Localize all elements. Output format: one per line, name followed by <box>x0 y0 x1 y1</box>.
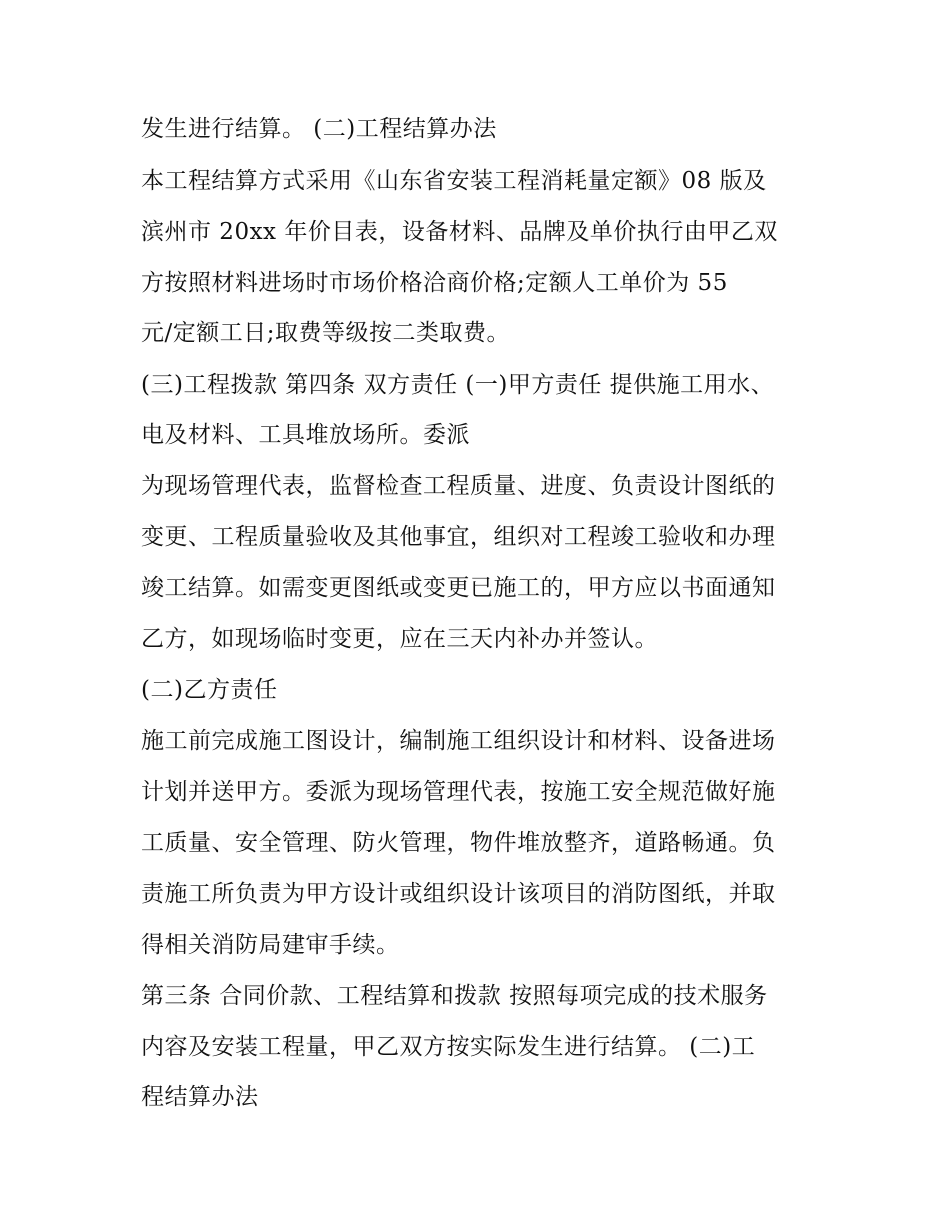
text-line: (二)乙方责任 <box>141 677 278 703</box>
text-line: 变更、工程质量验收及其他事宜，组织对工程竣工验收和办理 <box>141 524 776 550</box>
text-line: 元/定额工日;取费等级按二类取费。 <box>141 320 510 346</box>
text-line: 滨州市 20xx 年价目表，设备材料、品牌及单价执行由甲乙双 <box>141 219 778 245</box>
text-line: 竣工结算。如需变更图纸或变更已施工的，甲方应以书面通知 <box>141 575 776 601</box>
text-line: 方按照材料进场时市场价格洽商价格;定额人工单价为 55 <box>141 270 728 296</box>
text-line: 得相关消防局建审手续。 <box>141 932 400 958</box>
text-line: 发生进行结算。 (二)工程结算办法 <box>141 116 497 142</box>
text-line: 施工前完成施工图设计，编制施工组织设计和材料、设备进场 <box>141 728 776 754</box>
text-line: 本工程结算方式采用《山东省安装工程消耗量定额》08 版及 <box>141 168 767 194</box>
text-line: 责施工所负责为甲方设计或组织设计该项目的消防图纸，并取 <box>141 881 776 907</box>
text-line: 乙方，如现场临时变更，应在三天内补办并签认。 <box>141 626 658 652</box>
text-line: 为现场管理代表，监督检查工程质量、进度、负责设计图纸的 <box>141 473 776 499</box>
text-line: 计划并送甲方。委派为现场管理代表，按施工安全规范做好施 <box>141 779 776 805</box>
text-line: 内容及安装工程量，甲乙双方按实际发生进行结算。 (二)工 <box>141 1034 756 1060</box>
text-line: 第三条 合同价款、工程结算和拨款 按照每项完成的技术服务 <box>141 983 768 1009</box>
text-line: 程结算办法 <box>141 1084 259 1110</box>
text-line: 工质量、安全管理、防火管理，物件堆放整齐，道路畅通。负 <box>141 830 776 856</box>
text-line: (三)工程拨款 第四条 双方责任 (一)甲方责任 提供施工用水、 <box>141 372 775 398</box>
text-line: 电及材料、工具堆放场所。委派 <box>141 422 470 448</box>
